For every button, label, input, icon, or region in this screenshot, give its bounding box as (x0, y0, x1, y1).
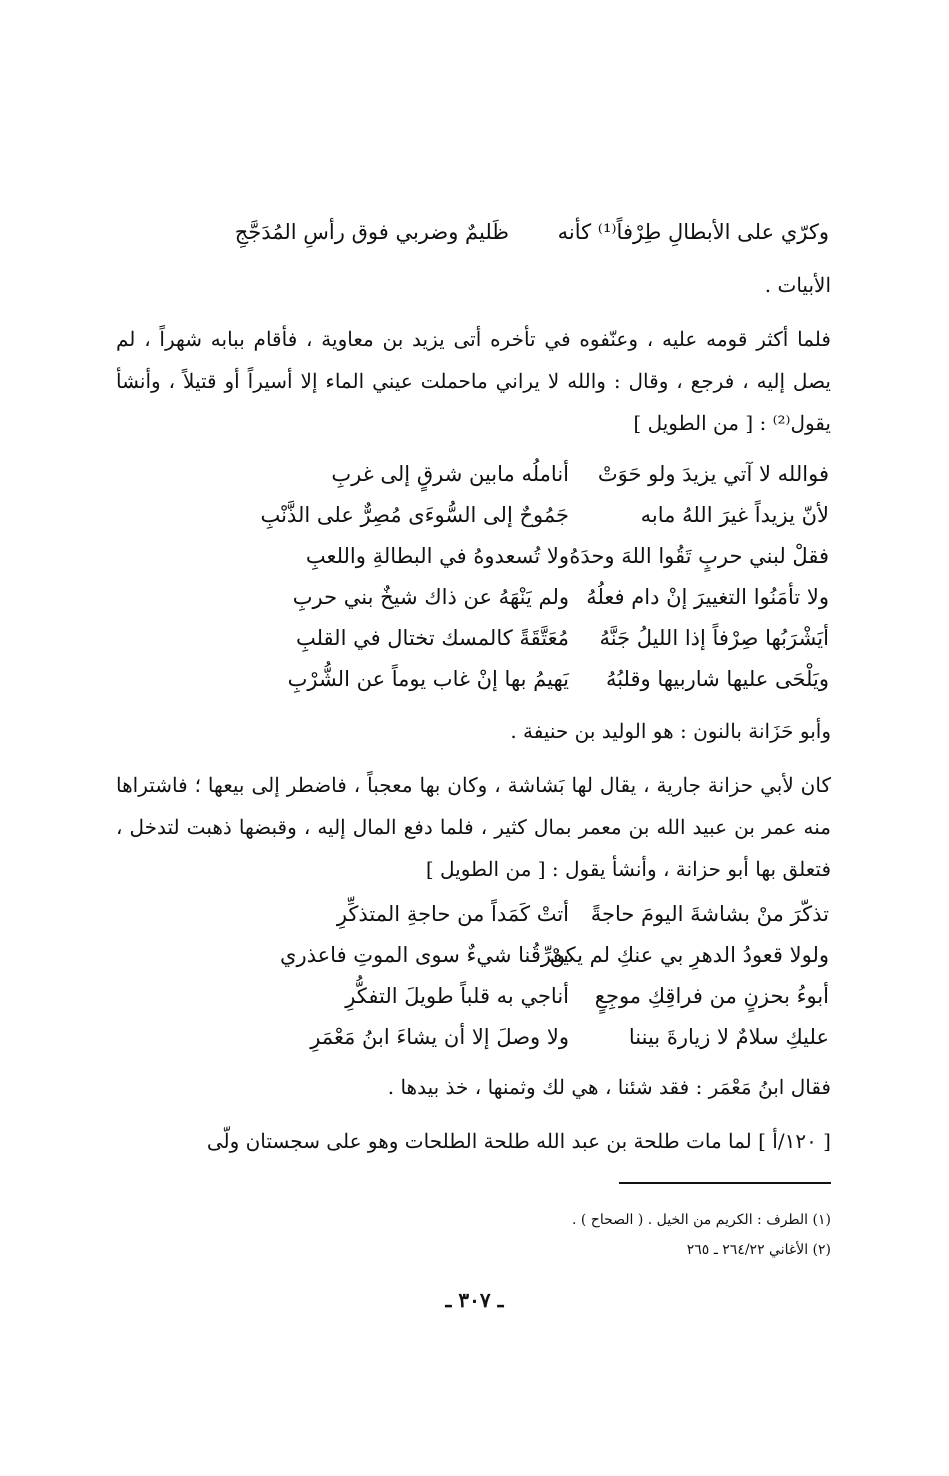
abyat-label: الأبيات . (764, 273, 831, 297)
poem-2-verse (0, 894, 949, 934)
opening-verse-second-hemistich: ظَليمٌ وضربي فوق رأسِ المُدَجَّجِ (234, 220, 509, 244)
poem-1-verse-3-first: فقلْ لبني حربٍ تَقُوا اللهَ وحدَهُ (569, 544, 829, 568)
poem-1-verse (0, 659, 949, 699)
poem-2-verse-4-first: عليكِ سلامٌ لا زيارةَ بيننا (628, 1025, 829, 1049)
poem-1-verse-3-second: ولا تُسعدوهُ في البطالةِ واللعبِ (305, 544, 569, 568)
poem-2-verse (0, 935, 949, 975)
poem-1-verse-5-second: مُعَتَّقَةً كالمسك تختال في القلبِ (295, 626, 569, 650)
poem-2-verse-2-first: ولولا قعودُ الدهرِ بي عنكِ لم يكنْ (549, 943, 829, 967)
paragraph-2: وأبو حَزَانة بالنون : هو الوليد بن حنيفة . (510, 719, 831, 743)
poem-1-verse (0, 454, 949, 494)
poem-2-verse (0, 1017, 949, 1057)
footnote-2: (٢) الأغاني ٢٦٤/٢٢ ـ ٢٦٥ (686, 1242, 831, 1258)
poem-1-verse-6-first: ويَلْحَى عليها شاربيها وقلبُهُ (605, 667, 829, 691)
poem-1-verse (0, 536, 949, 576)
paragraph-1: فلما أكثر قومه عليه ، وعنّفوه في تأخره أتى يزيد بن معاوية ، فأقام ببابه شهراً ، لم يصل إليه ، فرجع ، وقال : والله لا يراني ماحملت عيني الماء إلا أسيراً أو قتيلاً ، وأنشأ يقول⁽²⁾ : [ من الطويل ] (116, 327, 831, 435)
poem-1-verse-2-first: لأنّ يزيداً غيرَ اللهُ مابه (640, 503, 829, 527)
poem-1-verse (0, 618, 949, 658)
opening-verse-first-hemistich: وكرّي على الأبطالِ طِرْفاً⁽¹⁾ كأنه (557, 220, 829, 244)
poem-1-verse-6-second: يَهيمُ بها إنْ غاب يوماً عن الشُّرْبِ (287, 667, 569, 691)
poem-2-verse-2-second: يفرِّقُنا شيءٌ سوى الموتِ فاعذري (280, 943, 569, 967)
opening-verse (0, 212, 949, 252)
paragraph-3: كان لأبي حزانة جارية ، يقال لها بَشاشة ، وكان بها معجباً ، فاضطر إلى بيعها ؛ فاشتراها منه عمر بن عبيد الله بن معمر بمال كثير ، فلما دفع المال إليه ، وقبضها ذهبت لتدخل ، فتعلق بها أبو حزانة ، وأنشأ يقول : [ من الطويل ] (116, 773, 831, 881)
poem-1-verse (0, 495, 949, 535)
poem-2-verse-3-second: أناجي به قلباً طويلَ التفكُّرِ (345, 984, 569, 1008)
paragraph-4: فقال ابنُ مَعْمَر : فقد شئنا ، هي لك وثمنها ، خذ بيدها . (387, 1075, 831, 1099)
paragraph-5: [ ١٢٠/أ ] لما مات طلحة بن عبد الله طلحة الطلحات وهو على سجستان ولّى (206, 1129, 831, 1153)
footnote-1: (١) الطرف : الكريم من الخيل . ( الصحاح ) . (571, 1212, 831, 1228)
poem-1-verse-4-first: ولا تأمَنُوا التغييرَ إنْ دام فعلُهُ (586, 585, 829, 609)
poem-2-verse (0, 976, 949, 1016)
poem-2-verse-1-first: تذكّرَ منْ بشاشةَ اليومَ حاجةً (590, 902, 829, 926)
footnote-separator (619, 1182, 831, 1184)
poem-2-verse-4-second: ولا وصلَ إلا أن يشاءَ ابنُ مَعْمَرِ (310, 1025, 569, 1049)
poem-2-verse-3-first: أبوءُ بحزنٍ من فراقِكِ موجِعٍ (594, 984, 829, 1008)
page-number: ـ ٣٠٧ ـ (445, 1288, 504, 1312)
poem-1-verse-1-second: أناملُه مابين شرقٍ إلى غربِ (331, 462, 569, 486)
poem-1-verse-5-first: أيَشْرَبُها صِرْفاً إذا الليلُ جَنَّهُ (599, 626, 829, 650)
poem-1-verse (0, 577, 949, 617)
poem-2-verse-1-second: أتتْ كَمَداً من حاجةِ المتذكِّرِ (336, 902, 569, 926)
poem-1-verse-2-second: جَمُوحٌ إلى السُّوءَى مُصِرٌّ على الذَّنْبِ (260, 503, 569, 527)
poem-1-verse-4-second: ولم يَنْهَهُ عن ذاك شيخٌ بني حربِ (292, 585, 569, 609)
poem-1-verse-1-first: فوالله لا آتي يزيدَ ولو حَوَتْ (597, 462, 829, 486)
